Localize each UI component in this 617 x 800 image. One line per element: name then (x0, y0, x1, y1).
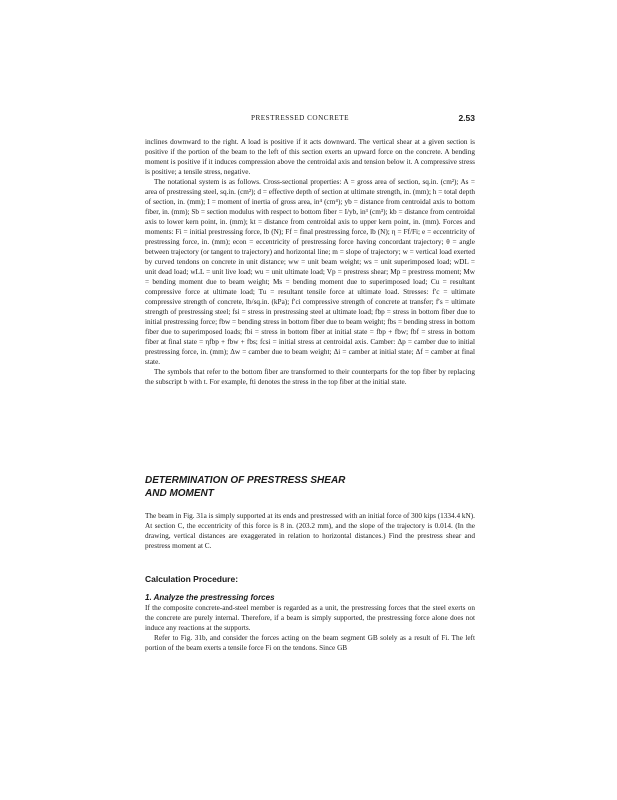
procedure-heading: Calculation Procedure: (145, 574, 239, 584)
page-header (145, 114, 475, 126)
running-head: PRESTRESSED CONCRETE (250, 114, 350, 122)
section-title-line-1: DETERMINATION OF PRESTRESS SHEAR (145, 475, 346, 486)
section-title (145, 475, 475, 500)
symbol-transform-paragraph: The symbols that refer to the bottom fiber are transformed to their counterparts for the top fiber by replacing the subscript b with t. For example, fti denotes the stress in the top fiber at the initial state. (145, 368, 475, 386)
step-1-body (145, 603, 475, 653)
step-1-paragraph-2: Refer to Fig. 31b, and consider the forces acting on the beam segment GB solely as a result of Fi. The left portion of the beam exerts a tensile force Fi on the tendons. Since GB (145, 634, 475, 652)
step-1-paragraph-1: If the composite concrete-and-steel member is regarded as a unit, the prestressing forces that the steel exerts on the concrete are purely internal. Therefore, if a beam is simply supported, the prestressing force alone does not induce any reactions at the supports. (145, 604, 475, 632)
section-title-line-2: AND MOMENT (145, 487, 214, 499)
notation-section (145, 137, 475, 387)
problem-statement: The beam in Fig. 31a is simply supported at its ends and prestressed with an initial force of 300 kips (1334.4 kN). At section C, the eccentricity of this force is 8 in. (203.2 mm), and the slope of the trajectory is 0.014. (In the drawing, vertical distances are exaggerated in relation to horizontal distances.) Find the prestress shear and prestress moment at C. (145, 512, 475, 550)
intro-paragraph: inclines downward to the right. A load is positive if it acts downward. The vertical shear at a given section is positive if the portion of the beam to the left of this section exerts an upward force on the concrete. A bending moment is positive if it induces compression above the centroidal axis and tension below it. A compressive stress is positive; a tensile stress, negative. (145, 138, 475, 176)
step-1-heading: 1. Analyze the prestressing forces (145, 593, 275, 602)
page-number: 2.53 (458, 113, 475, 123)
notation-paragraph: The notational system is as follows. Cross-sectional properties: A = gross area of section, sq.in. (cm²); As = area of prestressing steel, sq.in. (cm²); d = effective depth of section at ultimate strength, in. (mm); h = total depth of section, in. (mm); I = moment of inertia of gross area, in⁴ (cm⁴); yb = distance from centroidal axis to bottom fiber, in. (mm); Sb = section modulus with respect to bottom fiber = I/yb, in³ (cm³); kb = distance from centroidal axis to lower kern point, in. (mm); kt = distance from centroidal axis to upper kern point, in. (mm). Forces and moments: Fi = initial prestressing force, lb (N); Ff = final prestressing force, lb (N); η = Ff/Fi; e = eccentricity of prestressing force, in. (mm); econ = eccentricity of prestressing force having concordant trajectory; θ = angle between trajectory (or tangent to trajectory) and horizontal line; m = slope of trajectory; w = vertical load exerted by curved tendons on concrete in unit distance; ww = unit beam weight; ws = unit superimposed load; wDL = unit dead load; wLL = unit live load; wu = unit ultimate load; Vp = prestress shear; Mp = prestress moment; Mw = bending moment due to beam weight; Ms = bending moment due to superimposed load; Cu = resultant compressive force at ultimate load; Tu = resultant tensile force at ultimate load. Stresses: f′c = ultimate compressive strength of concrete, lb/sq.in. (kPa); f′ci compressive strength of concrete at transfer; f′s = ultimate strength of prestressing steel; fsi = stress in prestressing steel at ultimate load; fbp = stress in bottom fiber due to initial prestressing force; fbw = bending stress in bottom fiber due to beam weight; fbs = bending stress in bottom fiber due to superimposed loads; fbi = stress in bottom fiber at initial state = fbp + fbw; fbf = stress in bottom fiber at final state = ηfbp + fbw + fbs; fcsi = initial stress at centroidal axis. Camber: Δp = camber due to initial prestressing force, in. (mm); Δw = camber due to beam weight; Δi = camber at initial state; Δf = camber at final state. (145, 178, 475, 366)
